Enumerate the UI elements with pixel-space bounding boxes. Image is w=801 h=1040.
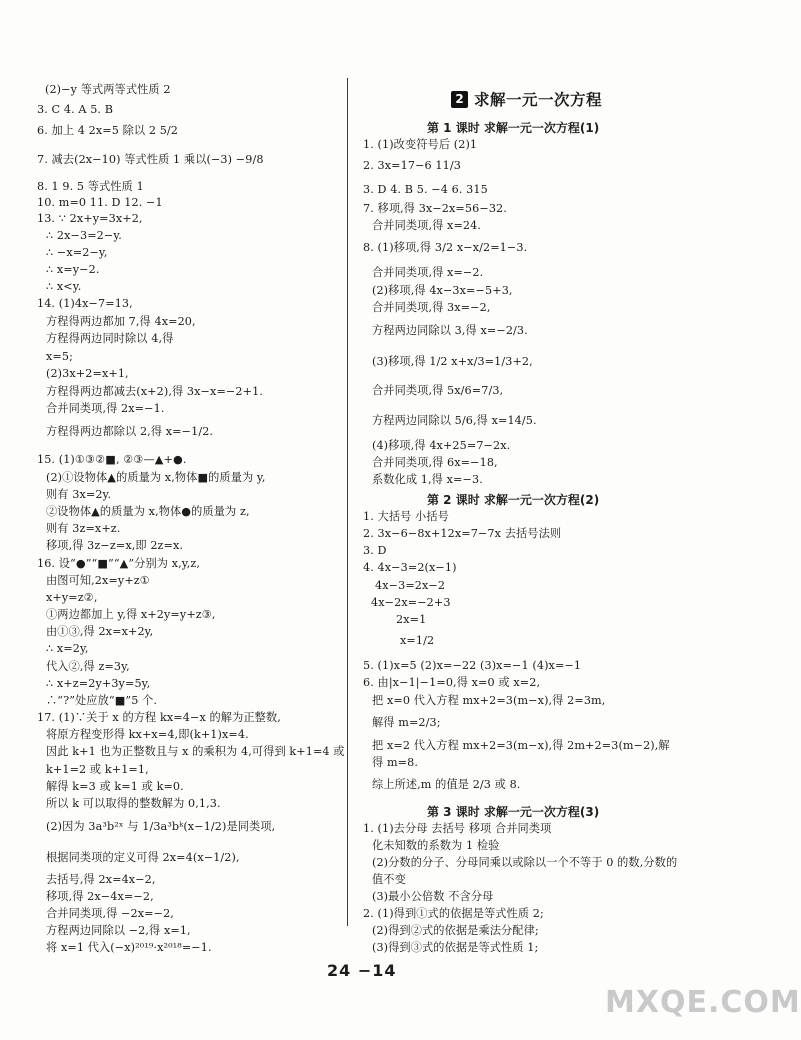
text-line: x=1/2 bbox=[400, 634, 435, 647]
text-line: 所以 k 可以取得的整数解为 0,1,3. bbox=[46, 797, 221, 810]
text-line: 1. 大括号 小括号 bbox=[363, 510, 449, 523]
text-line: 2. 3x=17−6 11/3 bbox=[363, 159, 461, 172]
lesson-1-title: 第 1 课时 求解一元一次方程(1) bbox=[427, 121, 600, 135]
text-line: 移项,得 3z−z=x,即 2z=x. bbox=[46, 539, 184, 552]
text-line: 2. 3x−6−8x+12x=7−7x 去括号法则 bbox=[363, 527, 562, 540]
text-line: 14. (1)4x−7=13, bbox=[37, 297, 133, 310]
text-line: 方程两边同除以 3,得 x=−2/3. bbox=[372, 324, 528, 337]
text-line: 15. (1)①③②■, ②③—▲+●. bbox=[37, 453, 187, 466]
text-line: 得 m=8. bbox=[372, 756, 419, 769]
text-line: 合并同类项,得 3x=−2, bbox=[372, 301, 491, 314]
text-line: 8. 1 9. 5 等式性质 1 bbox=[37, 180, 144, 193]
text-line: 4x−2x=−2+3 bbox=[371, 596, 451, 609]
text-line: 值不变 bbox=[372, 873, 406, 886]
text-line: 13. ∵ 2x+y=3x+2, bbox=[37, 212, 143, 225]
text-line: 10. m=0 11. D 12. −1 bbox=[37, 196, 163, 209]
text-line: 方程两边同除以 −2,得 x=1, bbox=[46, 924, 191, 937]
text-line: 综上所述,m 的值是 2/3 或 8. bbox=[372, 778, 521, 791]
column-divider bbox=[347, 78, 348, 926]
text-line: 将 x=1 代入(−x)²⁰¹⁹·x²⁰¹⁸=−1. bbox=[46, 941, 212, 954]
text-line: 1. (1)去分母 去括号 移项 合并同类项 bbox=[363, 822, 552, 835]
text-line: 8. (1)移项,得 3/2 x−x/2=1−3. bbox=[363, 241, 528, 254]
text-line: 7. 移项,得 3x−2x=56−32. bbox=[363, 202, 507, 215]
lesson-3-title: 第 3 课时 求解一元一次方程(3) bbox=[427, 805, 600, 819]
text-line: 方程得两边都加 7,得 4x=20, bbox=[46, 315, 196, 328]
text-line: ①两边都加上 y,得 x+2y=y+z③, bbox=[46, 608, 216, 621]
text-line: 系数化成 1,得 x=−3. bbox=[372, 473, 483, 486]
page-number: 24 −14 bbox=[327, 961, 397, 980]
section-title: 求解一元一次方程 bbox=[474, 91, 603, 109]
text-line: ∴ x<y. bbox=[46, 280, 82, 293]
text-line: 因此 k+1 也为正整数且与 x 的乘积为 4,可得到 k+1=4 或 bbox=[46, 745, 345, 758]
text-line: 方程得两边同时除以 4,得 bbox=[46, 332, 174, 345]
section-number-badge: 2 bbox=[451, 91, 468, 108]
text-line: (2)因为 3a³b²ˣ 与 1/3a³bᵏ(x−1/2)是同类项, bbox=[46, 820, 276, 833]
text-line: (2)3x+2=x+1, bbox=[46, 367, 129, 380]
text-line: x=5; bbox=[46, 350, 73, 363]
text-line: 解得 m=2/3; bbox=[372, 716, 441, 729]
text-line: (2)−y 等式两等式性质 2 bbox=[45, 83, 171, 96]
watermark-logo: MXQE.COM bbox=[605, 985, 801, 1020]
text-line: 把 x=2 代入方程 mx+2=3(m−x),得 2m+2=3(m−2),解 bbox=[372, 739, 670, 752]
text-line: 合并同类项,得 x=−2. bbox=[372, 266, 484, 279]
text-line: 5. (1)x=5 (2)x=−22 (3)x=−1 (4)x=−1 bbox=[363, 659, 582, 672]
text-line: (2)移项,得 4x−3x=−5+3, bbox=[372, 284, 513, 297]
text-line: 3. D 4. B 5. −4 6. 315 bbox=[363, 183, 488, 196]
text-line: 去括号,得 2x=4x−2, bbox=[46, 873, 156, 886]
text-line: 合并同类项,得 x=24. bbox=[372, 219, 482, 232]
section-heading bbox=[451, 90, 602, 108]
text-line: 方程得两边都除以 2,得 x=−1/2. bbox=[46, 425, 214, 438]
text-line: 则有 3x=2y. bbox=[46, 488, 112, 501]
text-line: k+1=2 或 k+1=1, bbox=[46, 763, 149, 776]
text-line: 17. (1)∵关于 x 的方程 kx=4−x 的解为正整数, bbox=[37, 711, 281, 724]
text-line: 合并同类项,得 6x=−18, bbox=[372, 456, 498, 469]
text-line: 解得 k=3 或 k=1 或 k=0. bbox=[46, 780, 184, 793]
text-line: (2)得到②式的依据是乘法分配律; bbox=[372, 924, 539, 937]
text-line: (2)①设物体▲的质量为 x,物体■的质量为 y, bbox=[46, 471, 266, 484]
text-line: ∴“?”处应放“■”5 个. bbox=[46, 694, 158, 707]
text-line: ∴ 2x−3=2−y. bbox=[46, 229, 122, 242]
text-line: 4. 4x−3=2(x−1) bbox=[363, 561, 457, 574]
text-line: 把 x=0 代入方程 mx+2=3(m−x),得 2=3m, bbox=[372, 694, 606, 707]
text-line: 3. D bbox=[363, 544, 387, 557]
lesson-2-title: 第 2 课时 求解一元一次方程(2) bbox=[427, 493, 600, 507]
text-line: 6. 加上 4 2x=5 除以 2 5/2 bbox=[37, 124, 179, 137]
text-line: ∴ x=y−2. bbox=[46, 263, 100, 276]
text-line: (3)最小公倍数 不含分母 bbox=[372, 890, 494, 903]
text-line: 由图可知,2x=y+z① bbox=[46, 574, 150, 587]
text-line: 2x=1 bbox=[396, 613, 427, 626]
text-line: 化未知数的系数为 1 检验 bbox=[372, 839, 500, 852]
text-line: (3)得到③式的依据是等式性质 1; bbox=[372, 941, 539, 954]
text-line: ∴ x+z=2y+3y=5y, bbox=[46, 677, 151, 690]
text-line: ∴ −x=2−y, bbox=[46, 246, 108, 259]
text-line: 合并同类项,得 −2x=−2, bbox=[46, 907, 174, 920]
text-line: 合并同类项,得 2x=−1. bbox=[46, 402, 165, 415]
text-line: 6. 由|x−1|−1=0,得 x=0 或 x=2, bbox=[363, 676, 541, 689]
text-line: ②设物体▲的质量为 x,物体●的质量为 z, bbox=[46, 505, 250, 518]
text-line: 3. C 4. A 5. B bbox=[37, 103, 114, 116]
text-line: 4x−3=2x−2 bbox=[375, 579, 446, 592]
text-line: 16. 设“●”“■”“▲”分别为 x,y,z, bbox=[37, 557, 201, 570]
text-line: 移项,得 2x−4x=−2, bbox=[46, 890, 154, 903]
text-line: 7. 减去(2x−10) 等式性质 1 乘以(−3) −9/8 bbox=[37, 153, 264, 166]
text-line: x+y=z②, bbox=[46, 591, 98, 604]
text-line: (3)移项,得 1/2 x+x/3=1/3+2, bbox=[372, 355, 533, 368]
text-line: (2)分数的分子、分母同乘以或除以一个不等于 0 的数,分数的 bbox=[372, 856, 678, 869]
text-line: 由①③,得 2x=x+2y, bbox=[46, 625, 154, 638]
text-line: 2. (1)得到①式的依据是等式性质 2; bbox=[363, 907, 544, 920]
text-line: 则有 3z=x+z. bbox=[46, 522, 121, 535]
text-line: 1. (1)改变符号后 (2)1 bbox=[363, 138, 478, 151]
text-line: 方程得两边都减去(x+2),得 3x−x=−2+1. bbox=[46, 385, 263, 398]
text-line: ∴ x=2y, bbox=[46, 642, 89, 655]
text-line: 代入②,得 z=3y, bbox=[46, 660, 130, 673]
text-line: 合并同类项,得 5x/6=7/3, bbox=[372, 384, 504, 397]
text-line: 将原方程变形得 kx+x=4,即(k+1)x=4. bbox=[46, 728, 249, 741]
text-line: (4)移项,得 4x+25=7−2x. bbox=[372, 439, 511, 452]
text-line: 方程两边同除以 5/6,得 x=14/5. bbox=[372, 414, 537, 427]
text-line: 根据同类项的定义可得 2x=4(x−1/2), bbox=[46, 851, 240, 864]
